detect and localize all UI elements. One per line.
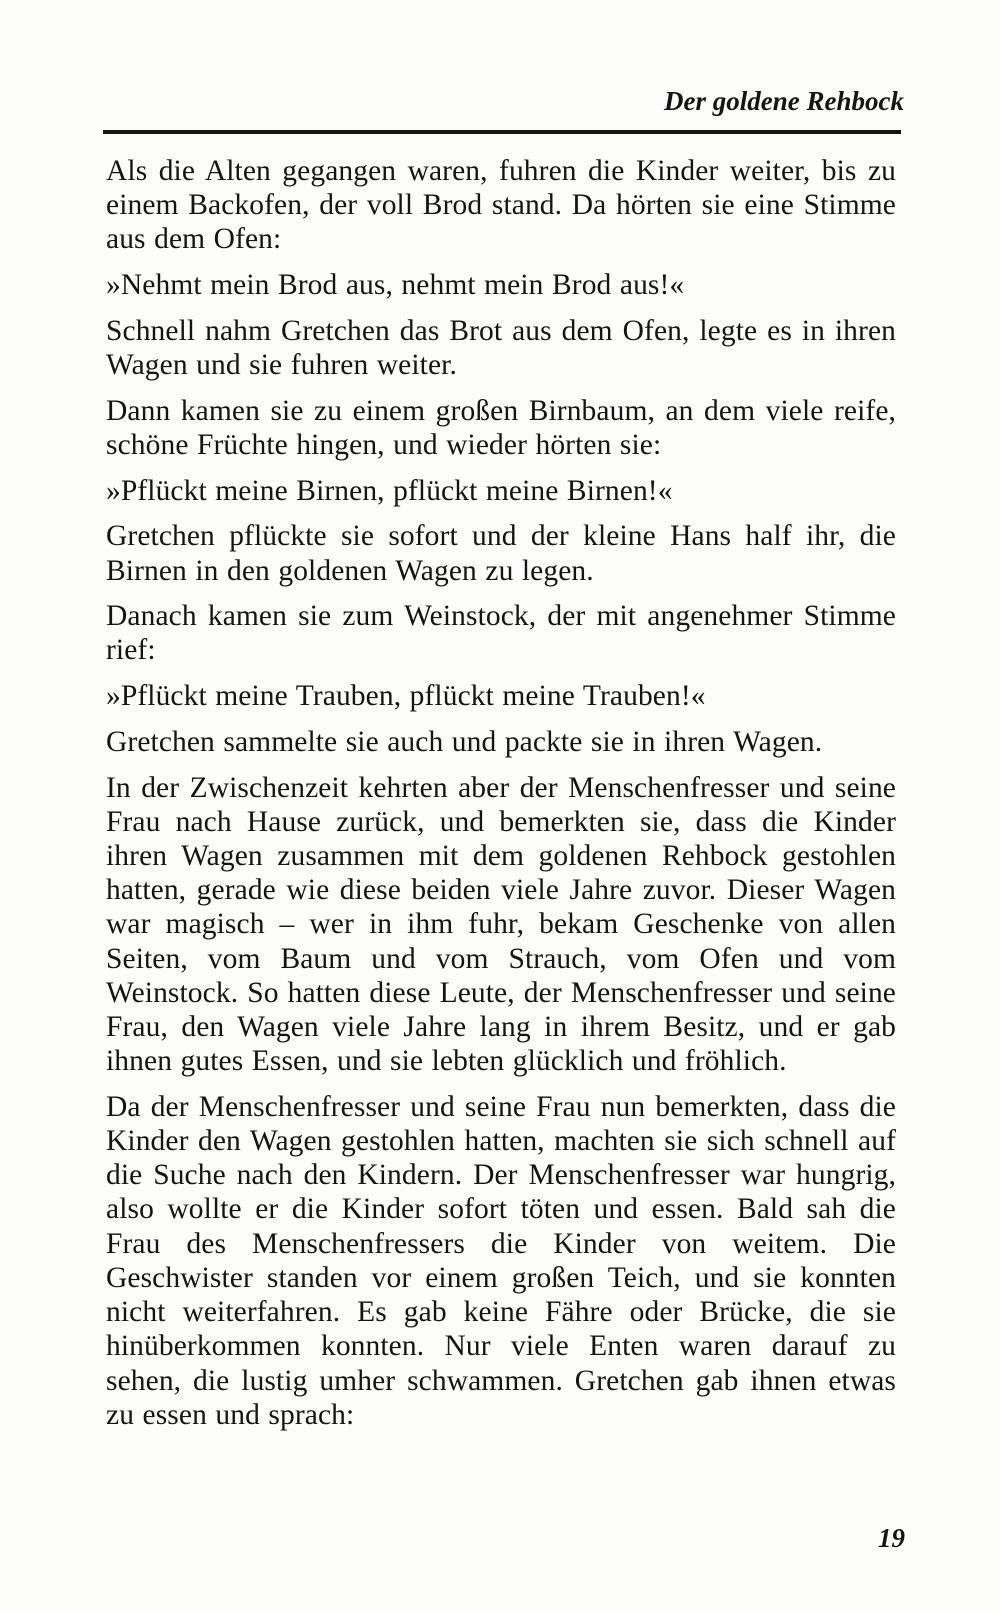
paragraph-6: Gretchen pflückte sie sofort und der kleine Hans half ihr, die Birnen in den goldenen Wagen zu legen. bbox=[106, 520, 896, 587]
paragraph-11: Da der Menschenfresser und seine Frau nun bemerkten, dass die Kinder den Wagen gestohlen hatten, machten sie sich schnell auf die Suche nach den Kindern. Der Menschenfresser war hungrig, also wollte er die Kinder sofort töten und essen. Bald sah die Frau des Menschenfressers die Kinder von weitem. Die Geschwister standen vor einem großen Teich, und sie konnten nicht weiterfahren. Es gab keine Fähre oder Brücke, die sie hinüberkommen konnten. Nur viele Enten waren darauf zu sehen, die lustig umher schwammen. Gretchen gab ihnen etwas zu essen und sprach: bbox=[106, 1090, 896, 1431]
paragraph-10: In der Zwischenzeit kehrten aber der Menschenfresser und seine Frau nach Hause zurück, und bemerkten sie, dass die Kinder ihren Wagen zusammen mit dem goldenen Rehbock gestohlen hatten, gerade wie diese beiden viele Jahre zuvor. Dieser Wagen war magisch – wer in ihm fuhr, bekam Geschenke von allen Seiten, vom Baum und vom Strauch, vom Ofen und vom Weinstock. So hatten diese Leute, der Menschenfresser und seine Frau, den Wagen viele Jahre lang in ihrem Besitz, und er gab ihnen gutes Essen, und sie lebten glücklich und fröhlich. bbox=[106, 771, 896, 1078]
header-rule bbox=[103, 130, 901, 134]
paragraph-9: Gretchen sammelte sie auch und packte sie in ihren Wagen. bbox=[106, 725, 823, 758]
paragraph-5: »Pflückt meine Birnen, pflückt meine Birnen!« bbox=[106, 474, 673, 507]
paragraph-4: Dann kamen sie zu einem großen Birnbaum, an dem viele reife, schöne Früchte hingen, und wieder hörten sie: bbox=[106, 394, 896, 461]
paragraph-1: Als die Alten gegangen waren, fuhren die Kinder weiter, bis zu einem Backofen, der voll Brod stand. Da hörten sie eine Stimme aus dem Ofen: bbox=[106, 155, 896, 256]
paragraph-7: Danach kamen sie zum Weinstock, der mit angenehmer Stimme rief: bbox=[106, 600, 896, 667]
paragraph-2: »Nehmt mein Brod aus, nehmt mein Brod aus!« bbox=[106, 269, 685, 302]
page-number: 19 bbox=[878, 1523, 905, 1553]
body-text bbox=[106, 154, 896, 1432]
running-header-title: Der goldene Rehbock bbox=[664, 86, 904, 116]
paragraph-3: Schnell nahm Gretchen das Brot aus dem Ofen, legte es in ihren Wagen und sie fuhren weiter. bbox=[106, 314, 896, 382]
paragraph-8: »Pflückt meine Trauben, pflückt meine Trauben!« bbox=[106, 680, 706, 713]
